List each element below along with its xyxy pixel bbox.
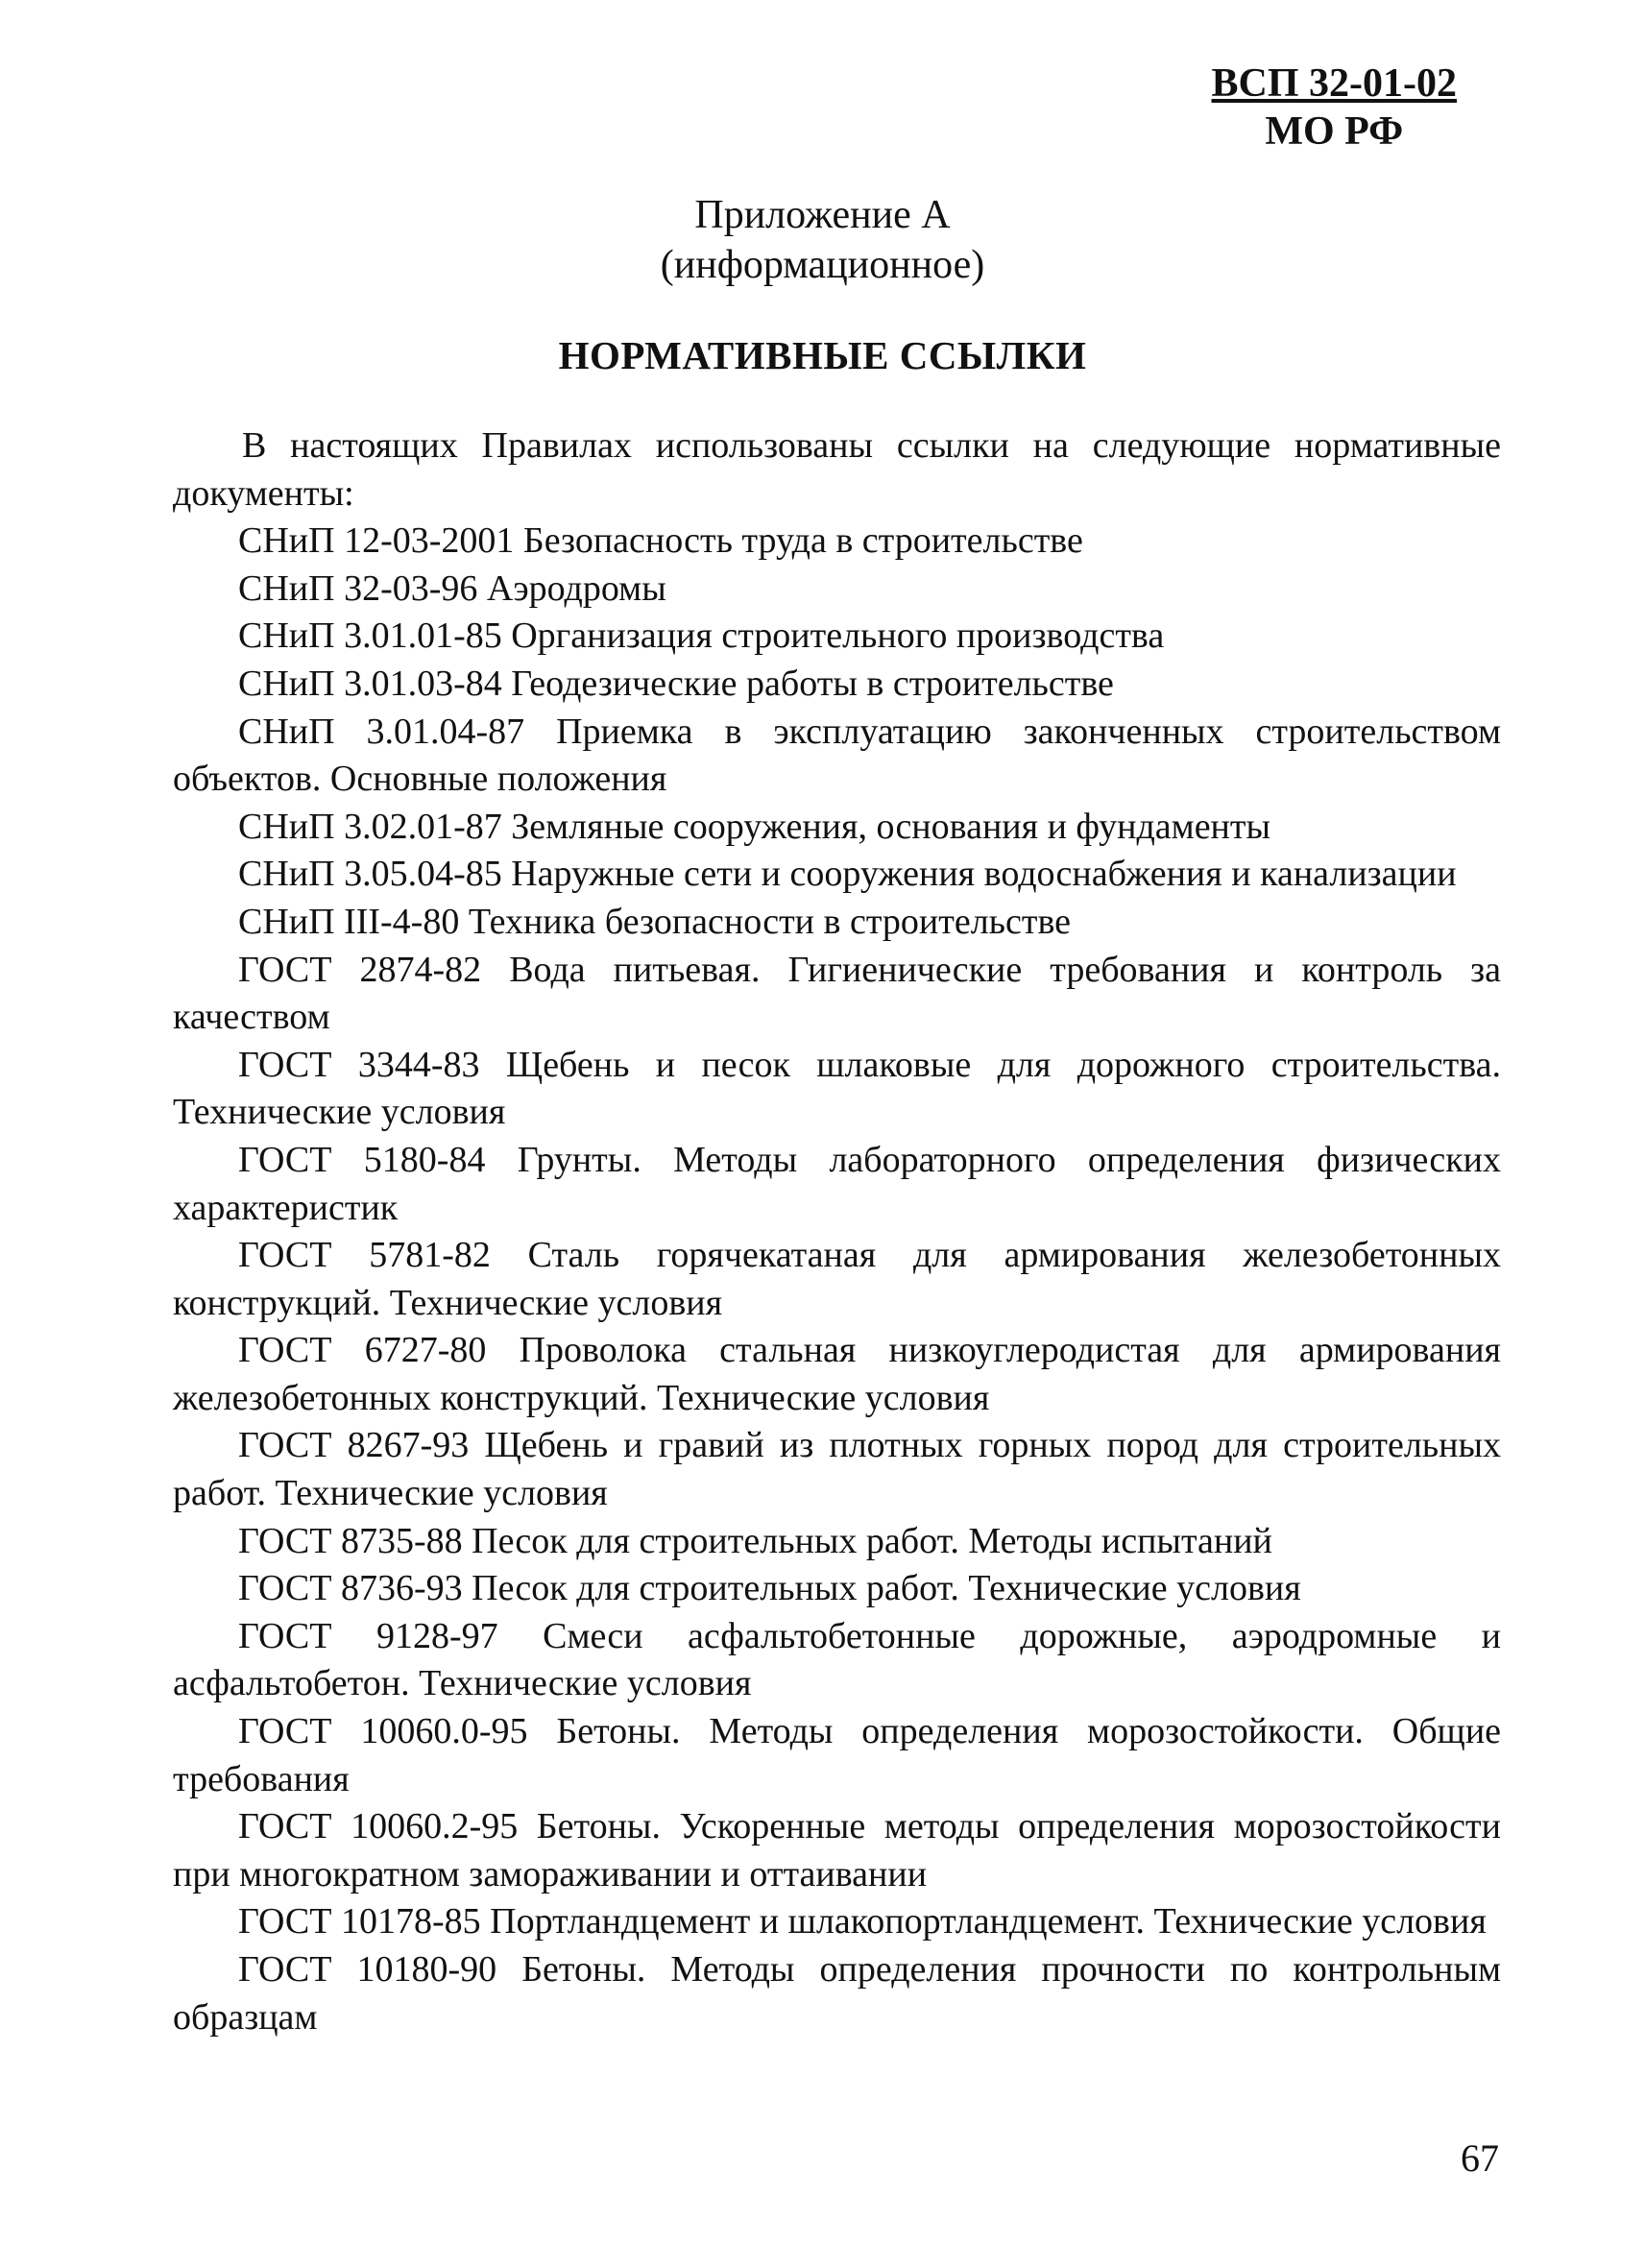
reference-item (173, 1042, 1501, 1137)
reference-code: ГОСТ 10180-90 (238, 1949, 497, 1990)
reference-title: Сталь горячекатаная для армирования железобетонных конструкций. Технические условия (173, 1235, 1502, 1323)
reference-item (173, 1327, 1501, 1422)
reference-title: Песок для строительных работ. Технические условия (472, 1568, 1301, 1609)
reference-item (173, 661, 1501, 709)
reference-title: Портландцемент и шлакопортландцемент. Технические условия (490, 1901, 1487, 1942)
reference-title: Приемка в эксплуатацию законченных строительством объектов. Основные положения (173, 711, 1502, 800)
reference-title: Техника безопасности в строительстве (468, 901, 1072, 942)
intro-paragraph: В настоящих Правилах использованы ссылки на следующие нормативные документы: (173, 425, 1501, 514)
reference-item (173, 947, 1501, 1042)
reference-title: Аэродромы (486, 567, 666, 609)
reference-title: Щебень и песок шлаковые для дорожного строительства. Технические условия (173, 1044, 1502, 1133)
reference-item (173, 1565, 1501, 1613)
reference-item (173, 566, 1501, 614)
reference-item (173, 613, 1501, 661)
reference-title: Смеси асфальтобетонные дорожные, аэродромные и асфальтобетон. Технические условия (173, 1615, 1502, 1704)
reference-title: Грунты. Методы лабораторного определения физических характеристик (173, 1139, 1501, 1228)
reference-code: ГОСТ 6727-80 (238, 1330, 487, 1371)
reference-code: СНиП 3.05.04-85 (238, 854, 502, 895)
reference-code: СНиП III-4-80 (238, 901, 460, 942)
document-code-line2: МО РФ (1265, 109, 1404, 154)
reference-title: Бетоны. Методы определения морозостойкости. Общие требования (173, 1711, 1502, 1799)
reference-code: ГОСТ 10178-85 (238, 1901, 481, 1942)
reference-code: СНиП 3.01.03-84 (238, 663, 502, 704)
reference-item (173, 1898, 1501, 1946)
appendix-subtitle: (информационное) (660, 243, 985, 287)
reference-code: ГОСТ 2874-82 (238, 949, 482, 990)
reference-item (173, 1613, 1501, 1708)
reference-item (173, 1137, 1501, 1232)
reference-code: ГОСТ 3344-83 (238, 1044, 480, 1085)
reference-item (173, 899, 1501, 947)
document-body (173, 422, 1501, 2041)
reference-item (173, 1232, 1501, 1327)
reference-title: Геодезические работы в строительстве (511, 663, 1114, 704)
reference-code: СНиП 3.02.01-87 (238, 806, 502, 847)
reference-code: ГОСТ 8736-93 (238, 1568, 463, 1609)
reference-item (173, 1803, 1501, 1898)
reference-item (173, 1708, 1501, 1803)
reference-code: ГОСТ 8267-93 (238, 1425, 470, 1466)
section-title: НОРМАТИВНЫЕ ССЫЛКИ (558, 333, 1087, 377)
reference-code: ГОСТ 5180-84 (238, 1139, 486, 1180)
reference-item (173, 518, 1501, 566)
reference-item (173, 1518, 1501, 1566)
reference-title: Организация строительного производства (511, 615, 1165, 657)
reference-code: ГОСТ 8735-88 (238, 1520, 463, 1561)
reference-title: Безопасность труда в строительстве (522, 520, 1083, 562)
reference-code: ГОСТ 9128-97 (238, 1615, 498, 1656)
reference-title: Щебень и гравий из плотных горных пород для строительных работ. Технические условия (173, 1425, 1502, 1514)
reference-title: Наружные сети и сооружения водоснабжения и канализации (511, 854, 1457, 895)
document-code-line1: ВСП 32-01-02 (1211, 61, 1457, 106)
reference-title: Бетоны. Ускоренные методы определения морозостойкости при многократном замораживании и оттаивании (173, 1806, 1501, 1894)
reference-title: Проволока стальная низкоуглеродистая для армирования железобетонных конструкций. Технические условия (173, 1330, 1502, 1418)
reference-item (173, 1946, 1501, 2041)
reference-code: ГОСТ 10060.0-95 (238, 1711, 528, 1752)
reference-code: СНиП 32-03-96 (238, 567, 478, 609)
reference-code: СНиП 12-03-2001 (238, 520, 515, 562)
reference-title: Песок для строительных работ. Методы испытаний (472, 1520, 1272, 1561)
reference-title: Вода питьевая. Гигиенические требования и контроль за качеством (173, 949, 1502, 1038)
appendix-heading (0, 190, 1645, 290)
appendix-title: Приложение А (694, 193, 951, 237)
reference-list (173, 518, 1501, 2041)
reference-item (173, 851, 1501, 899)
reference-item (173, 709, 1501, 804)
reference-code: ГОСТ 10060.2-95 (238, 1806, 519, 1847)
reference-item (173, 1422, 1501, 1517)
page-number: 67 (1461, 2136, 1499, 2180)
reference-code: СНиП 3.01.01-85 (238, 615, 502, 657)
reference-title: Бетоны. Методы определения прочности по контрольным образцам (173, 1949, 1502, 2038)
reference-code: СНиП 3.01.04-87 (238, 711, 525, 752)
reference-item (173, 804, 1501, 852)
reference-title: Земляные сооружения, основания и фундаменты (511, 806, 1271, 847)
reference-code: ГОСТ 5781-82 (238, 1235, 491, 1276)
document-code (1212, 60, 1458, 156)
